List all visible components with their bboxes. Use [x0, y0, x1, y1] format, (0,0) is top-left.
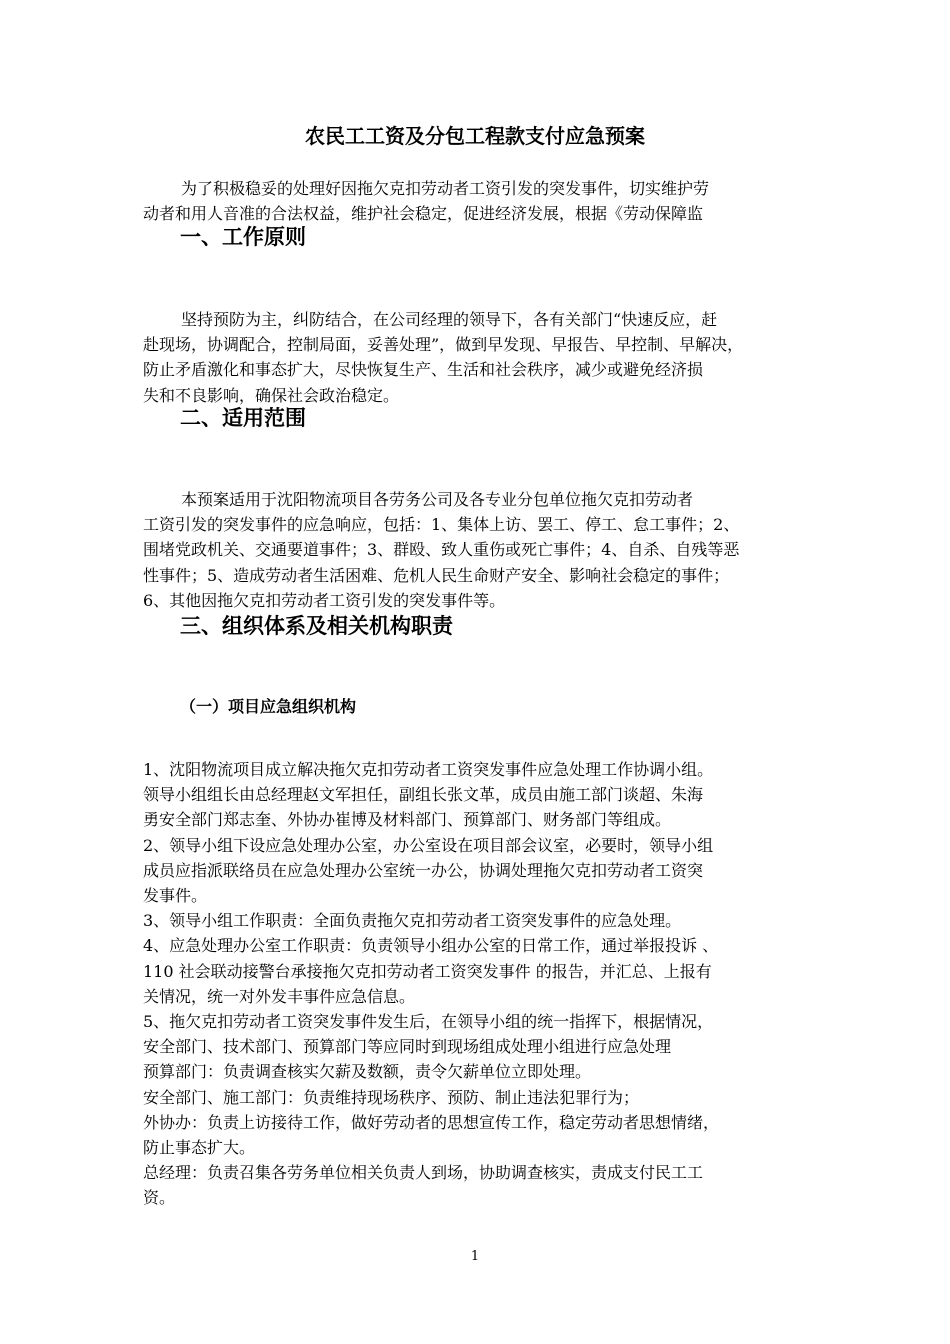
organization-paragraph	[143, 757, 813, 1211]
paragraph-line: 成员应指派联络员在应急处理办公室统一办公，协调处理拖欠克扣劳动者工资突	[143, 860, 704, 880]
document-title: 农民工工资及分包工程款支付应急预案	[305, 124, 645, 148]
paragraph-line: 领导小组组长由总经理赵文军担任，副组长张文革，成员由施工部门谈超、朱海	[143, 785, 704, 805]
paragraph-line: 关情况，统一对外发丰事件应急信息。	[143, 986, 416, 1006]
paragraph-line: 坚持预防为主，纠防结合，在公司经理的领导下，各有关部门“快速反应，赶	[181, 310, 718, 329]
paragraph-line: 预算部门：负责调查核实欠薪及数额，责令欠薪单位立即处理。	[143, 1062, 592, 1082]
scope-paragraph	[143, 487, 813, 613]
principles-paragraph	[143, 307, 813, 408]
paragraph-line: 总经理：负责召集各劳务单位相关负责人到场，协助调查核实，责成支付民工工	[143, 1163, 704, 1183]
paragraph-line: 防止事态扩大。	[143, 1138, 256, 1158]
paragraph-line: 安全部门、施工部门：负责维持现场秩序、预防、制止违法犯罪行为；	[143, 1087, 640, 1107]
paragraph-line: 4、应急处理办公室工作职责：负责领导小组办公室的日常工作，通过举报投诉 、	[143, 936, 719, 956]
paragraph-line: 勇安全部门郑志奎、外协办崔博及材料部门、预算部门、财务部门等组成。	[143, 810, 672, 830]
section-heading-scope: 二、适用范围	[180, 406, 306, 430]
paragraph-line: 安全部门、技术部门、预算部门等应同时到现场组成处理小组进行应急处理	[143, 1037, 672, 1057]
section-heading-organization: 三、组织体系及相关机构职责	[180, 614, 453, 638]
paragraph-line: 5、拖欠克扣劳动者工资突发事件发生后，在领导小组的统一指挥下，根据情况，	[143, 1012, 714, 1032]
page-number: 1	[470, 1249, 480, 1264]
paragraph-line: 性事件；5、造成劳动者生活困难、危机人民生命财产安全、影响社会稳定的事件；	[143, 565, 730, 585]
paragraph-line: 2、领导小组下设应急处理办公室，办公室设在项目部会议室，必要时，领导小组	[143, 835, 714, 855]
paragraph-line: 1、沈阳物流项目成立解决拖欠克扣劳动者工资突发事件应急处理工作协调小组。	[143, 760, 714, 779]
subsection-heading-emergency-org: （一）项目应急组织机构	[180, 697, 357, 716]
paragraph-line: 本预案适用于沈阳物流项目各劳务公司及各专业分包单位拖欠克扣劳动者	[181, 490, 694, 509]
paragraph-line: 3、领导小组工作职责：全面负责拖欠克扣劳动者工资突发事件的应急处理。	[143, 911, 682, 931]
paragraph-line: 110 社会联动接警台承接拖欠克扣劳动者工资突发事件 的报告，并汇总、上报有	[143, 961, 712, 981]
paragraph-line: 6、其他因拖欠克扣劳动者工资引发的突发事件等。	[143, 590, 506, 610]
intro-line: 为了积极稳妥的处理好因拖欠克扣劳动者工资引发的突发事件，切实维护劳	[181, 179, 710, 198]
paragraph-line: 资。	[143, 1188, 176, 1208]
paragraph-line: 防止矛盾激化和事态扩大，尽快恢复生产、生活和社会秩序，减少或避免经济损	[143, 360, 704, 380]
paragraph-line: 围堵党政机关、交通要道事件；3、群殴、致人重伤或死亡事件；4、自杀、自残等恶	[143, 540, 740, 560]
intro-paragraph	[143, 176, 813, 226]
paragraph-line: 发事件。	[143, 886, 208, 906]
section-heading-principles: 一、工作原则	[180, 225, 306, 249]
paragraph-line: 工资引发的突发事件的应急响应，包括：1、集体上访、罢工、停工、怠工事件；2、	[143, 515, 740, 535]
paragraph-line: 失和不良影响，确保社会政治稳定。	[143, 385, 400, 405]
paragraph-line: 外协办：负责上访接待工作，做好劳动者的思想宣传工作，稳定劳动者思想情绪，	[143, 1112, 720, 1132]
intro-line: 动者和用人音准的合法权益，维护社会稳定，促进经济发展，根据《劳动保障监	[143, 204, 704, 224]
paragraph-line: 赴现场，协调配合，控制局面，妥善处理”，做到早发现、早报告、早控制、早解决，	[143, 335, 744, 355]
